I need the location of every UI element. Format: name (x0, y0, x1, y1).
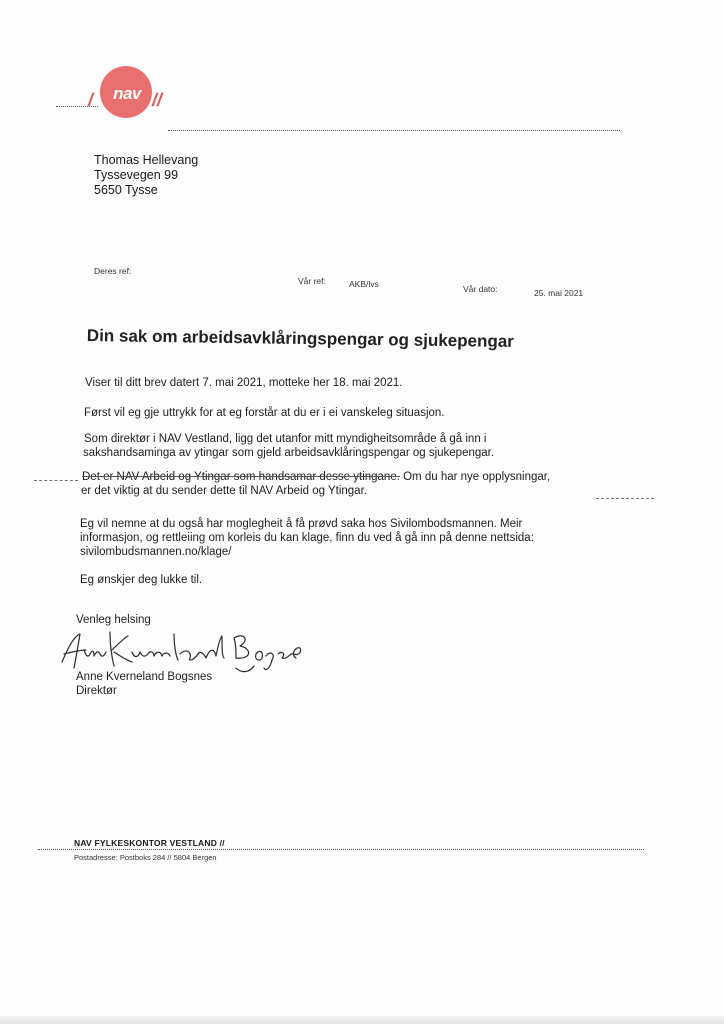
paragraph-4-struck-text: Det er NAV Arbeid og Ytingar som handsamar desse ytingane. (82, 471, 400, 483)
footer-postal: Postadresse: Postboks 284 // 5804 Bergen (74, 853, 217, 862)
paragraph-5-line-3: sivilombudsmannen.no/klage/ (80, 546, 232, 558)
recipient-postal: 5650 Tysse (94, 183, 158, 197)
recipient-street: Tyssevegen 99 (94, 168, 179, 182)
var-ref-label: Vår ref: (298, 276, 326, 286)
paragraph-4-line-2: er det viktig at du sender dette til NAV Arbeid og Ytingar. (81, 485, 367, 497)
var-dato-label: Vår dato: (463, 284, 498, 294)
closing-greeting: Venleg helsing (76, 614, 151, 626)
recipient-name: Thomas Hellevang (94, 153, 199, 167)
nav-logo-text: nav (113, 84, 141, 103)
paragraph-1: Viser til ditt brev datert 7. mai 2021, motteke her 18. mai 2021. (85, 377, 403, 389)
signatory-role: Direktør (76, 685, 117, 697)
letter-title: Din sak om arbeidsavklåringspengar og sjukepengar (86, 326, 515, 351)
paragraph-2: Først vil eg gje uttrykk for at eg forstår at du er i ei vanskeleg situasjon. (84, 407, 445, 419)
footer-office-slashes: // (219, 838, 225, 848)
paragraph-5-line-1: Eg vil nemne at du også har moglegheit å få prøvd saka hos Sivilombodsmannen. Meir (80, 518, 523, 530)
footer-rule (38, 849, 644, 850)
margin-mark-left (34, 480, 78, 481)
var-dato-value: 25. mai 2021 (534, 288, 584, 298)
paragraph-6: Eg ønskjer deg lukke til. (80, 574, 203, 586)
logo-slash-left: / (88, 90, 94, 110)
logo-slash-right: // (152, 90, 163, 110)
paragraph-4-line-1 (82, 470, 550, 484)
margin-mark-right (596, 498, 654, 499)
deres-ref-label: Deres ref: (94, 266, 132, 276)
footer-office (74, 838, 225, 848)
paragraph-3-line-2: sakshandsaminga av ytingar som gjeld arbeidsavklåringspengar og sjukepengar. (83, 447, 495, 459)
page-edge (0, 1016, 724, 1024)
header-rule-long (168, 130, 620, 131)
paragraph-3-line-1: Som direktør i NAV Vestland, ligg det utanfor mitt myndigheitsområde å gå inn i (84, 433, 487, 445)
paragraph-4-continuation: Om du har nye opplysningar, (399, 471, 551, 483)
footer-office-name: NAV FYLKESKONTOR VESTLAND (74, 838, 218, 848)
var-ref-value: AKB/lvs (349, 279, 379, 289)
paragraph-5-line-2: informasjon, og rettleiing om korleis du kan klage, finn du ved å gå inn på denne nettsida: (80, 532, 534, 544)
signatory-name: Anne Kverneland Bogsnes (76, 671, 213, 683)
